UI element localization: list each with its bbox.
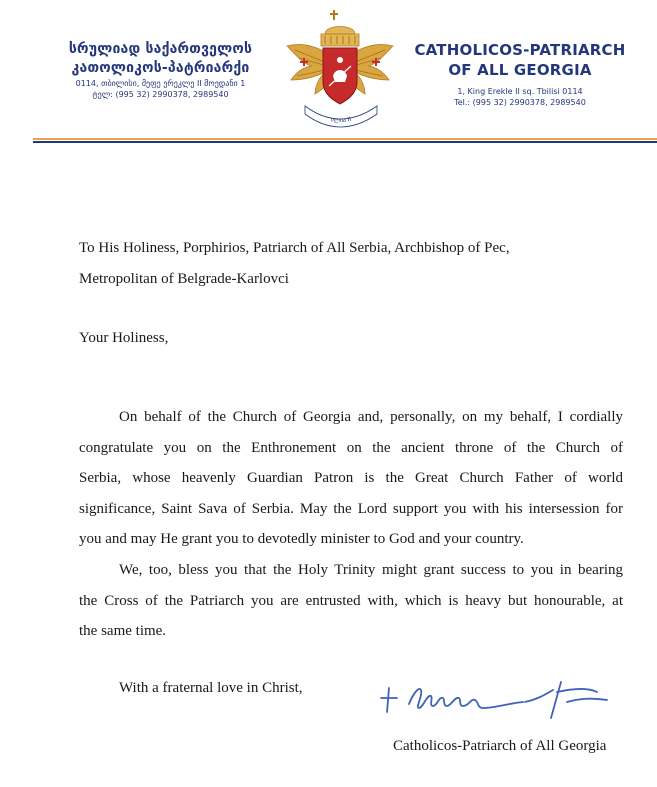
salutation: Your Holiness, [79, 330, 169, 346]
letterhead-rule-navy [33, 141, 657, 143]
addressee-line-2: Metropolitan of Belgrade-Karlovci [79, 271, 289, 287]
emblem-inscription: ილია II [330, 115, 352, 125]
letterhead-english-address: 1, King Erekle II sq. Tbilisi 0114 [457, 87, 583, 96]
handwritten-signature-icon [375, 668, 615, 723]
letterhead-english [400, 40, 640, 108]
letterhead-georgian-title-2: კათოლიკოს-პატრიარქი [71, 60, 250, 76]
letterhead-english-title-1: CATHOLICOS-PATRIARCH [414, 41, 626, 59]
paragraph-1-line: Serbia, whose heavenly Guardian Patron is the Great Church Father of world [79, 470, 623, 487]
paragraph-2-line: the same time. [79, 623, 167, 640]
paragraph-1-line: On behalf of the Church of Georgia and, personally, on my behalf, I cordially [119, 409, 623, 425]
signoff-title: Catholicos-Patriarch of All Georgia [393, 738, 607, 754]
paragraph-1-line: significance, Saint Sava of Serbia. May the Lord support you with his intersession for [79, 500, 623, 517]
letterhead-english-phone: Tel.: (995 32) 2990378, 2989540 [454, 98, 586, 107]
paragraph-2 [79, 555, 623, 647]
letterhead-georgian-phone: ტელ: (995 32) 2990378, 2989540 [92, 90, 229, 99]
paragraph-1 [79, 402, 623, 555]
letterhead-georgian [48, 40, 273, 100]
paragraph-1-line: you and may He grant you to devotedly minister to God and your country. [79, 531, 524, 548]
patriarchal-emblem-icon [285, 6, 395, 136]
letterhead-english-title-2: OF ALL GEORGIA [448, 61, 592, 79]
paragraph-2-line: the Cross of the Patriarch you are entrusted with, which is heavy but honourable, at [79, 592, 623, 609]
paragraph-1-line: congratulate you on the Enthronement on the ancient throne of the Church of [79, 439, 623, 456]
paragraph-2-line: We, too, bless you that the Holy Trinity might grant success to you in bearing [119, 562, 623, 578]
letterhead-rule-orange [33, 138, 657, 140]
letterhead-georgian-address: 0114, თბილისი, მეფე ერეკლე II მოედანი 1 [75, 79, 246, 88]
letterhead-georgian-title-1: სრულიად საქართველოს [68, 41, 253, 57]
addressee-line-1: To His Holiness, Porphirios, Patriarch of All Serbia, Archbishop of Pec, [79, 240, 510, 256]
closing: With a fraternal love in Christ, [119, 680, 303, 696]
